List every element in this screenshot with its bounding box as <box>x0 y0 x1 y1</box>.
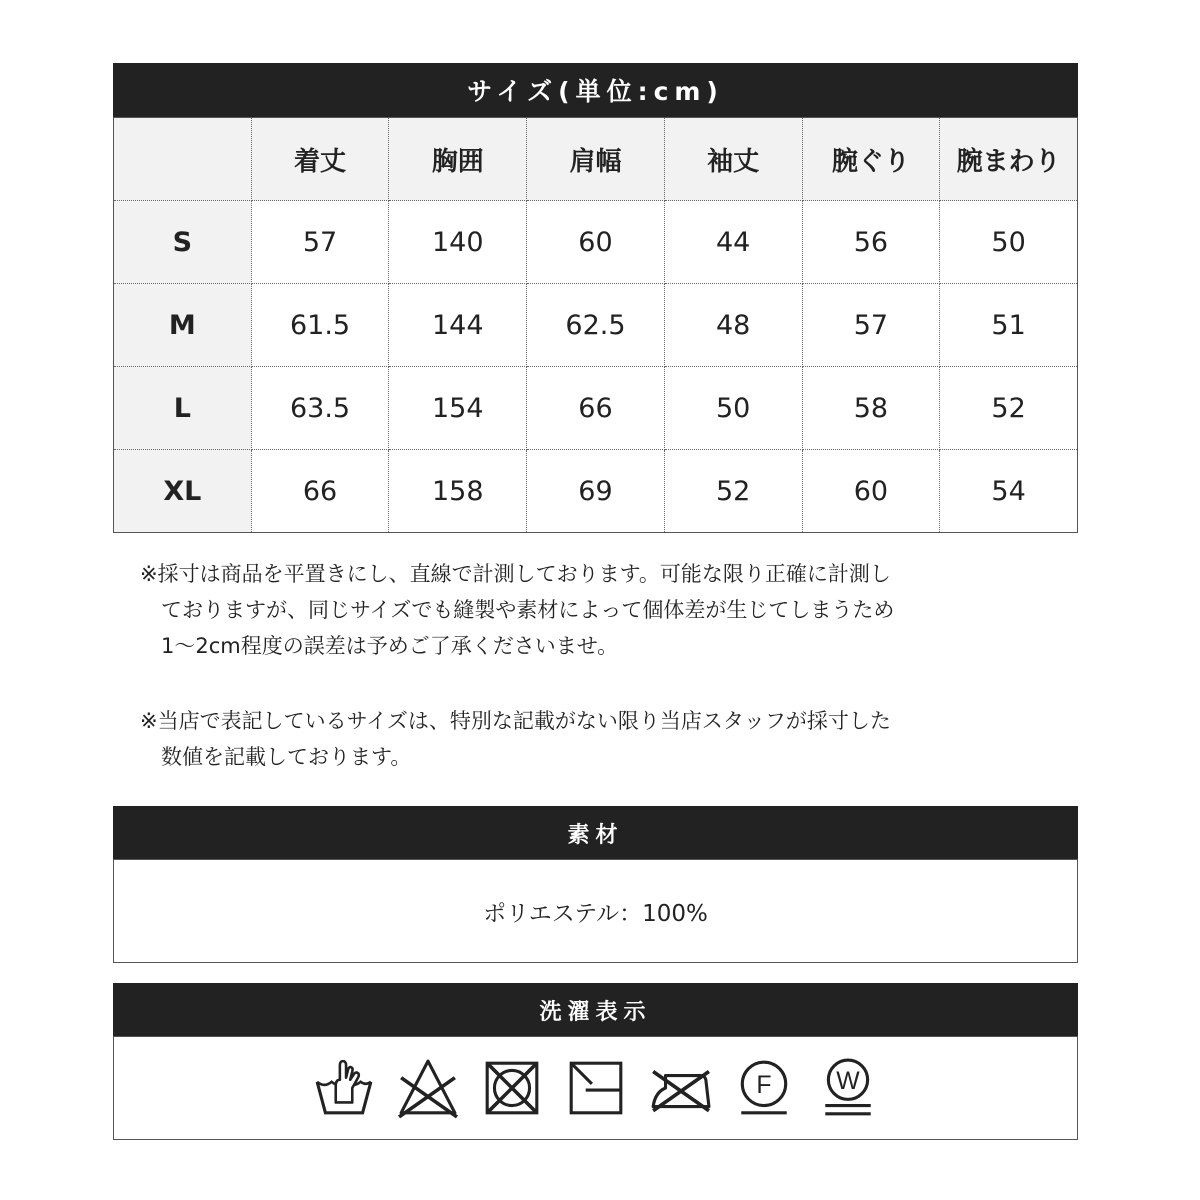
material-box <box>113 859 1078 963</box>
note-line: ておりますが、同じサイズでも縫製や素材によって個体差が生じてしまうため <box>140 598 895 622</box>
wash-symbols-box <box>113 1036 1078 1140</box>
table-cell: 57 <box>251 201 389 284</box>
table-cell: 61.5 <box>251 284 389 367</box>
table-cell: 154 <box>389 367 527 450</box>
size-label: S <box>114 201 252 284</box>
table-cell: 50 <box>940 201 1078 284</box>
table-cell: 66 <box>527 367 665 450</box>
column-header: 腕ぐり <box>802 118 940 201</box>
no-tumble-dry-icon <box>481 1057 543 1119</box>
material-value: ポリエステル：100% <box>483 900 708 927</box>
no-bleach-icon <box>397 1057 459 1119</box>
table-cell: 48 <box>664 284 802 367</box>
table-cell: 54 <box>940 450 1078 533</box>
dry-clean-letter: F <box>755 1072 772 1100</box>
note-line: 数値を記載しております。 <box>140 745 412 769</box>
table-cell: 69 <box>527 450 665 533</box>
material-section-header <box>113 806 1078 860</box>
note-line: 1〜2cm程度の誤差は予めご了承くださいませ。 <box>140 634 619 658</box>
line-dry-shade-icon <box>565 1057 627 1119</box>
column-header: 肩幅 <box>527 118 665 201</box>
table-cell: 144 <box>389 284 527 367</box>
table-cell: 66 <box>251 450 389 533</box>
note-line: ※採寸は商品を平置きにし、直線で計測しております。可能な限り正確に計測し <box>140 562 891 586</box>
table-cell: 60 <box>527 201 665 284</box>
size-section-title: サイズ(単位:cm) <box>467 77 724 106</box>
iron-low-icon <box>649 1057 711 1119</box>
column-header: 腕まわり <box>940 118 1078 201</box>
wet-clean-w-icon <box>817 1057 879 1119</box>
measurement-note <box>140 556 894 664</box>
table-cell: 50 <box>664 367 802 450</box>
table-cell: 63.5 <box>251 367 389 450</box>
wash-section-header <box>113 983 1078 1037</box>
column-header: 袖丈 <box>664 118 802 201</box>
table-row <box>114 201 1078 284</box>
size-table <box>113 117 1078 533</box>
column-header: 着丈 <box>251 118 389 201</box>
table-cell: 57 <box>802 284 940 367</box>
table-cell: 158 <box>389 450 527 533</box>
table-cell: 44 <box>664 201 802 284</box>
table-cell: 52 <box>664 450 802 533</box>
size-label: M <box>114 284 252 367</box>
wash-section-title: 洗濯表示 <box>539 999 652 1025</box>
note-line: ※当店で表記しているサイズは、特別な記載がない限り当店スタッフが採寸した <box>140 709 891 733</box>
table-cell: 51 <box>940 284 1078 367</box>
table-cell: 58 <box>802 367 940 450</box>
table-cell: 140 <box>389 201 527 284</box>
size-label: L <box>114 367 252 450</box>
table-cell: 60 <box>802 450 940 533</box>
table-cell: 62.5 <box>527 284 665 367</box>
size-label: XL <box>114 450 252 533</box>
table-cell: 52 <box>940 367 1078 450</box>
material-section-title: 素材 <box>567 822 624 848</box>
table-cell: 56 <box>802 201 940 284</box>
hand-wash-icon <box>313 1057 375 1119</box>
dry-clean-f-icon <box>733 1057 795 1119</box>
table-header-row <box>114 118 1078 201</box>
wet-clean-letter: W <box>835 1068 860 1096</box>
corner-cell <box>114 118 252 201</box>
size-source-note <box>140 703 891 775</box>
column-header: 胸囲 <box>389 118 527 201</box>
table-row <box>114 284 1078 367</box>
size-section-header <box>113 63 1078 117</box>
table-row <box>114 450 1078 533</box>
table-row <box>114 367 1078 450</box>
